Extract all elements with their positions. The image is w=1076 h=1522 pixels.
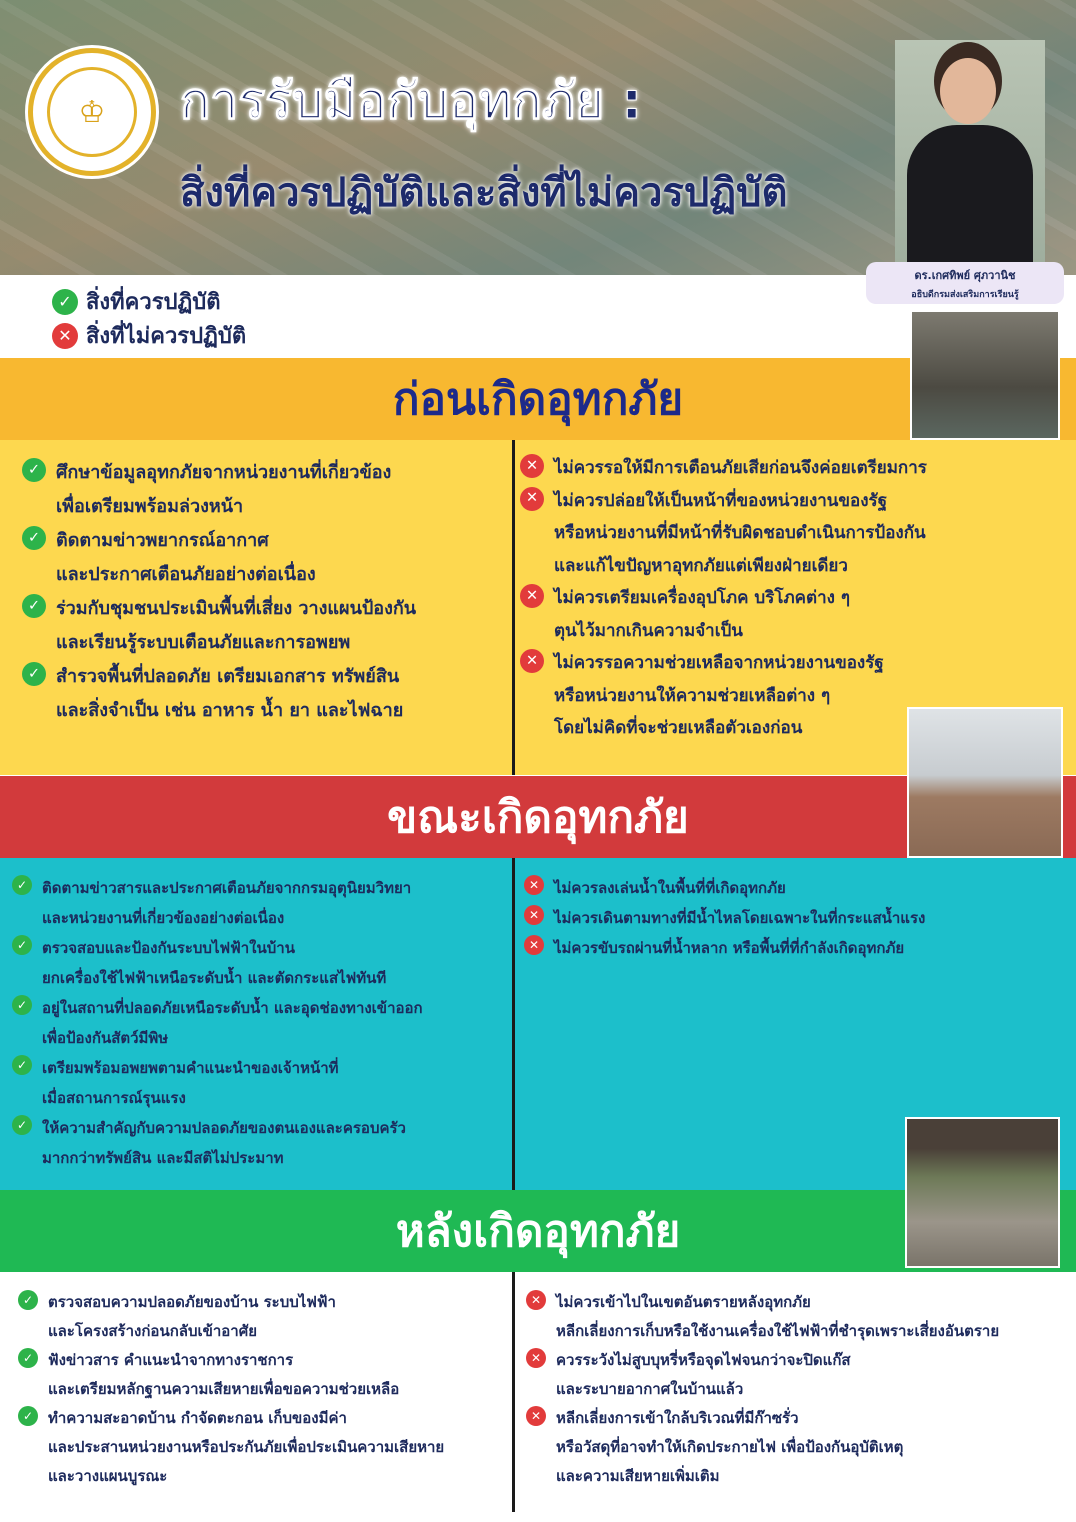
cross-icon: ✕ xyxy=(520,584,544,608)
legend-dont-label: สิ่งที่ไม่ควรปฏิบัติ xyxy=(86,324,247,349)
column-divider xyxy=(512,1272,515,1512)
do-item xyxy=(22,592,416,660)
check-icon: ✓ xyxy=(22,458,46,482)
item-text-line: และหน่วยงานที่เกี่ยวข้องอย่างต่อเนื่อง xyxy=(42,909,285,927)
do-item xyxy=(12,1053,423,1113)
dont-item xyxy=(520,647,927,745)
do-item xyxy=(12,933,423,993)
check-icon: ✓ xyxy=(12,995,32,1015)
flooded-interior-photo xyxy=(910,310,1060,440)
item-text-line: และโครงสร้างก่อนกลับเข้าอาศัย xyxy=(48,1322,258,1340)
item-text-line: ร่วมกับชุมชนประเมินพื้นที่เสี่ยง วางแผนป้องกัน xyxy=(56,598,417,619)
item-text-line: ไม่ควรเดินตามทางที่มีน้ำไหลโดยเฉพาะในที่กระแสน้ำแรง xyxy=(554,909,926,927)
item-text-line: และสิ่งจำเป็น เช่น อาหาร น้ำ ยา และไฟฉาย xyxy=(56,700,404,721)
item-text-line: ไม่ควรปล่อยให้เป็นหน้าที่ของหน่วยงานของรัฐ xyxy=(554,490,888,511)
item-text-line: และแก้ไขปัญหาอุทกภัยแต่เพียงฝ่ายเดียว xyxy=(554,555,848,576)
do-item xyxy=(18,1288,444,1346)
item-text-line: หรือหน่วยงานที่มีหน้าที่รับผิดชอบดำเนินการป้องกัน xyxy=(554,523,926,543)
item-text-line: และเรียนรู้ระบบเตือนภัยและการอพยพ xyxy=(56,632,351,653)
check-icon: ✓ xyxy=(12,1115,32,1135)
item-text-line: หลีกเลี่ยงการเก็บหรือใช้งานเครื่องใช้ไฟฟ้าที่ชำรุดเพราะเสี่ยงอันตราย xyxy=(556,1322,1000,1340)
dont-item xyxy=(526,1288,999,1346)
item-text-line: และเตรียมหลักฐานความเสียหายเพื่อขอความช่วยเหลือ xyxy=(48,1380,400,1398)
cross-icon: ✕ xyxy=(526,1348,546,1368)
item-text-line: เมื่อสถานการณ์รุนแรง xyxy=(42,1089,186,1107)
item-text-line: ควรระวังไม่สูบบุหรี่หรือจุดไฟจนกว่าจะปิดแก๊ส xyxy=(556,1351,851,1369)
do-item xyxy=(18,1404,444,1491)
item-text-line: ทำความสะอาดบ้าน กำจัดตะกอน เก็บของมีค่า xyxy=(48,1409,347,1427)
item-text-line: ติดตามข่าวพยากรณ์อากาศ xyxy=(56,530,269,551)
item-text-line: ไม่ควรรอให้มีการเตือนภัยเสียก่อนจึงค่อยเตรียมการ xyxy=(554,458,927,478)
dont-item xyxy=(520,582,927,647)
check-icon: ✓ xyxy=(18,1406,38,1426)
check-icon: ✓ xyxy=(12,875,32,895)
check-icon: ✓ xyxy=(18,1348,38,1368)
dont-item xyxy=(520,452,927,485)
item-text-line: ติดตามข่าวสารและประกาศเตือนภัยจากกรมอุตุนิยมวิทยา xyxy=(42,879,412,897)
page-title: การรับมือกับอุทกภัย : xyxy=(180,72,642,130)
item-text-line: ไม่ควรขับรถผ่านที่น้ำหลาก หรือพื้นที่ที่กำลังเกิดอุทกภัย xyxy=(554,939,905,957)
check-icon: ✓ xyxy=(22,594,46,618)
do-item xyxy=(12,873,423,933)
check-icon: ✓ xyxy=(12,935,32,955)
item-text-line: สำรวจพื้นที่ปลอดภัย เตรียมเอกสาร ทรัพย์สิน xyxy=(56,666,400,687)
item-text-line: เพื่อเตรียมพร้อมล่วงหน้า xyxy=(56,496,244,517)
item-text-line: เพื่อป้องกันสัตว์มีพิษ xyxy=(42,1029,169,1047)
item-text-line: อยู่ในสถานที่ปลอดภัยเหนือระดับน้ำ และอุดช่องทางเข้าออก xyxy=(42,999,423,1017)
section-title-after: หลังเกิดอุทกภัย xyxy=(0,1190,1076,1272)
dont-item xyxy=(526,1404,999,1491)
item-text-line: ให้ความสำคัญกับความปลอดภัยของตนเองและครอบครัว xyxy=(42,1119,406,1137)
item-text-line: ไม่ควรลงเล่นน้ำในพื้นที่ที่เกิดอุทกภัย xyxy=(554,879,786,897)
check-icon: ✓ xyxy=(22,526,46,550)
flooded-street-photo xyxy=(907,707,1063,858)
item-text-line: และประกาศเตือนภัยอย่างต่อเนื่อง xyxy=(56,564,316,585)
cross-icon: ✕ xyxy=(520,649,544,673)
do-item xyxy=(22,456,416,524)
cross-icon: ✕ xyxy=(520,487,544,511)
dont-item xyxy=(524,903,925,933)
do-item xyxy=(22,524,416,592)
dont-item xyxy=(520,485,927,583)
item-text-line: และประสานหน่วยงานหรือประกันภัยเพื่อประเมินความเสียหาย xyxy=(48,1438,445,1456)
section-title-before: ก่อนเกิดอุทกภัย xyxy=(0,358,1076,440)
legend-do xyxy=(52,284,221,319)
section-title-during: ขณะเกิดอุทกภัย xyxy=(0,776,1076,858)
cross-icon: ✕ xyxy=(526,1406,546,1426)
item-text-line: ยกเครื่องใช้ไฟฟ้าเหนือระดับน้ำ และตัดกระแสไฟทันที xyxy=(42,969,387,987)
column-divider xyxy=(512,858,515,1190)
column-divider xyxy=(512,440,515,775)
cross-icon: ✕ xyxy=(520,454,544,478)
item-text-line: ตุนไว้มากเกินความจำเป็น xyxy=(554,620,743,641)
department-logo: ♔ xyxy=(28,48,156,176)
do-item xyxy=(22,660,416,728)
flood-cleanup-photo xyxy=(905,1117,1060,1268)
item-text-line: ตรวจสอบความปลอดภัยของบ้าน ระบบไฟฟ้า xyxy=(48,1293,336,1311)
dont-item xyxy=(526,1346,999,1404)
item-text-line: โดยไม่คิดที่จะช่วยเหลือตัวเองก่อน xyxy=(554,718,803,738)
item-text-line: และระบายอากาศในบ้านแล้ว xyxy=(556,1380,744,1398)
item-text-line: และความเสียหายเพิ่มเติม xyxy=(556,1467,720,1485)
item-text-line: หรือวัสดุที่อาจทำให้เกิดประกายไฟ เพื่อป้องกันอุบัติเหตุ xyxy=(556,1438,904,1456)
item-text-line: ไม่ควรเตรียมเครื่องอุปโภค บริโภคต่าง ๆ xyxy=(554,588,850,608)
dont-item xyxy=(524,873,925,903)
item-text-line: มากกว่าทรัพย์สิน และมีสติไม่ประมาท xyxy=(42,1149,284,1167)
item-text-line: ไม่ควรรอความช่วยเหลือจากหน่วยงานของรัฐ xyxy=(554,653,884,673)
legend-dont xyxy=(52,318,246,353)
check-icon: ✓ xyxy=(22,662,46,686)
item-text-line: หรือหน่วยงานให้ความช่วยเหลือต่าง ๆ xyxy=(554,685,831,706)
item-text-line: และวางแผนบูรณะ xyxy=(48,1467,168,1485)
do-item xyxy=(12,993,423,1053)
do-item xyxy=(12,1113,423,1173)
name-card xyxy=(866,262,1064,304)
person-role: อธิบดีกรมส่งเสริมการเรียนรู้ xyxy=(911,290,1019,300)
item-text-line: ศึกษาข้อมูลอุทกภัยจากหน่วยงานที่เกี่ยวข้อง xyxy=(56,462,392,483)
item-text-line: ตรวจสอบและป้องกันระบบไฟฟ้าในบ้าน xyxy=(42,939,295,957)
page-subtitle: สิ่งที่ควรปฏิบัติและสิ่งที่ไม่ควรปฏิบัติ xyxy=(180,170,788,216)
cross-icon: ✕ xyxy=(524,935,544,955)
item-text-line: ไม่ควรเข้าไปในเขตอันตรายหลังอุทกภัย xyxy=(556,1293,811,1311)
do-item xyxy=(18,1346,444,1404)
check-icon: ✓ xyxy=(52,289,78,315)
check-icon: ✓ xyxy=(18,1290,38,1310)
cross-icon: ✕ xyxy=(524,905,544,925)
check-icon: ✓ xyxy=(12,1055,32,1075)
dont-item xyxy=(524,933,925,963)
legend-do-label: สิ่งที่ควรปฏิบัติ xyxy=(86,290,221,315)
cross-icon: ✕ xyxy=(524,875,544,895)
director-portrait xyxy=(895,40,1045,265)
cross-icon: ✕ xyxy=(526,1290,546,1310)
person-name: ดร.เกศทิพย์ ศุภวานิช xyxy=(914,269,1016,282)
item-text-line: ฟังข่าวสาร คำแนะนำจากทางราชการ xyxy=(48,1351,294,1369)
item-text-line: หลีกเลี่ยงการเข้าใกล้บริเวณที่มีก๊าซรั่ว xyxy=(556,1409,799,1427)
item-text-line: เตรียมพร้อมอพยพตามคำแนะนำของเจ้าหน้าที่ xyxy=(42,1059,339,1077)
cross-icon: ✕ xyxy=(52,323,78,349)
